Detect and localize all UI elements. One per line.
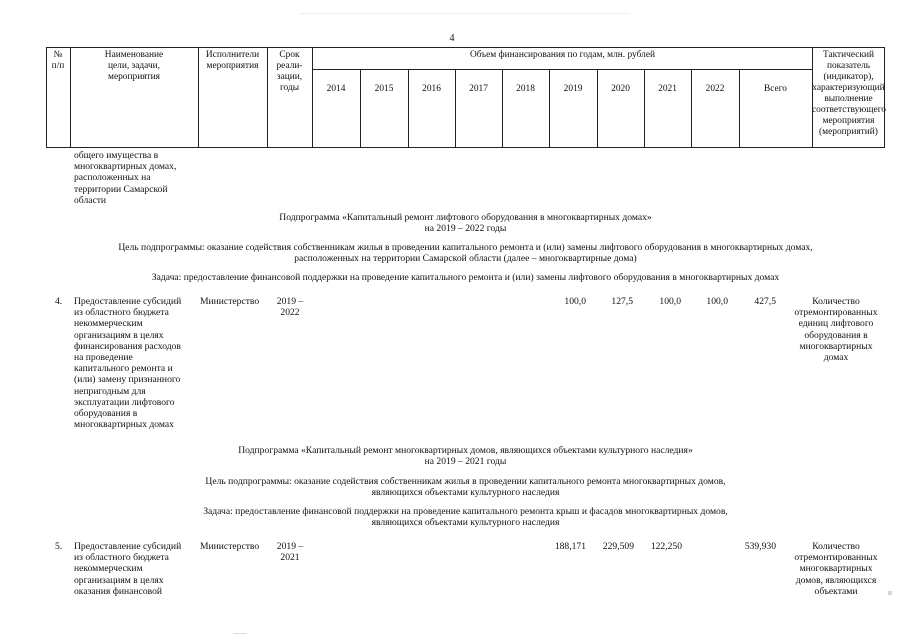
- header-col-number: № п/п: [51, 50, 65, 71]
- row4-value-2021: 100,0: [659, 296, 681, 307]
- row4-indicator: Количество отремонтированных единиц лифтового оборудования в многоквартирных домах: [794, 296, 878, 364]
- header-col-term: Срок реали- зации, годы: [276, 50, 303, 93]
- row4-value-2020: 127,5: [611, 296, 633, 307]
- row4-value-2019: 100,0: [564, 296, 586, 307]
- subprogram2-task: Задача: предоставление финансовой поддержки на проведение капитального ремонта крыш и фасадов многоквартирных домов, являющихся объектами культурного наследия: [203, 506, 728, 529]
- subprogram1-title: Подпрограмма «Капитальный ремонт лифтового оборудования в многоквартирных домах» на 2019 – 2022 годы: [279, 212, 652, 235]
- page-number: 4: [449, 33, 455, 44]
- row4-term: 2019 – 2022: [276, 296, 304, 319]
- subprogram2-title: Подпрограмма «Капитальный ремонт многоквартирных домов, являющихся объектами культурного наследия» на 2019 – 2021 годы: [238, 445, 693, 468]
- table-header: [46, 47, 885, 148]
- continuation-text: общего имущества в многоквартирных домах, расположенных на территории Самарской области: [74, 150, 177, 206]
- scan-artifact-line: [300, 13, 630, 14]
- header-year: 2021: [658, 84, 677, 94]
- header-year: 2022: [705, 84, 725, 94]
- subprogram1-goal: Цель подпрограммы: оказание содействия собственникам жилья в проведении капитального ремонта и (или) замены лифтового оборудования в многоквартирных домах, расположенных на территории Самарской области (далее – многоквартирные дома): [118, 242, 813, 265]
- row4-name: Предоставление субсидий из областного бюджета некоммерческим организациям в целях финансирования расходов на проведение капитального ремонта и (или) замену признанного непригодным для эксплуатации лифтового оборудования в многоквартирных домах: [74, 296, 182, 431]
- header-col-financing: Объем финансирования по годам, млн. рублей: [469, 50, 656, 60]
- header-col-executors: Исполнители мероприятия: [205, 50, 260, 71]
- header-year: 2015: [374, 84, 394, 94]
- row5-total: 539,930: [744, 541, 776, 552]
- scan-artifact-mark: [233, 633, 247, 634]
- subprogram1-task: Задача: предоставление финансовой поддержки на проведение капитального ремонта и (или) замены лифтового оборудования в многоквартирных домах: [151, 272, 780, 283]
- row5-value-2021: 122,250: [650, 541, 682, 552]
- row5-name: Предоставление субсидий из областного бюджета некоммерческим организациям в целях оказания финансовой: [74, 541, 182, 597]
- row-number: 4.: [55, 296, 63, 307]
- scan-artifact-dot: [888, 591, 892, 595]
- header-col-indicator: Тактический показатель (индикатор), характеризующий выполнение соответствующего мероприятия (мероприятий): [812, 50, 886, 137]
- header-year: 2014: [326, 84, 346, 94]
- row4-executor: Министерство: [200, 296, 260, 307]
- header-year: 2016: [422, 84, 441, 94]
- header-total: Всего: [764, 84, 787, 94]
- header-col-name: Наименование цели, задачи, мероприятия: [104, 50, 164, 82]
- row4-total: 427,5: [754, 296, 776, 307]
- row5-term: 2019 – 2021: [276, 541, 304, 564]
- header-year: 2020: [611, 84, 630, 94]
- header-year: 2019: [563, 84, 583, 94]
- row-number: 5.: [55, 541, 63, 552]
- row5-indicator: Количество отремонтированных многоквартирных домов, являющихся объектами: [794, 541, 878, 597]
- header-year: 2017: [469, 84, 488, 94]
- row4-value-2022: 100,0: [706, 296, 728, 307]
- subprogram2-goal: Цель подпрограммы: оказание содействия собственникам жилья в проведении капитального ремонта многоквартирных домов, являющихся объектами культурного наследия: [205, 476, 726, 499]
- row5-value-2019: 188,171: [554, 541, 586, 552]
- header-year: 2018: [516, 84, 535, 94]
- row5-value-2020: 229,509: [602, 541, 634, 552]
- row5-executor: Министерство: [200, 541, 260, 552]
